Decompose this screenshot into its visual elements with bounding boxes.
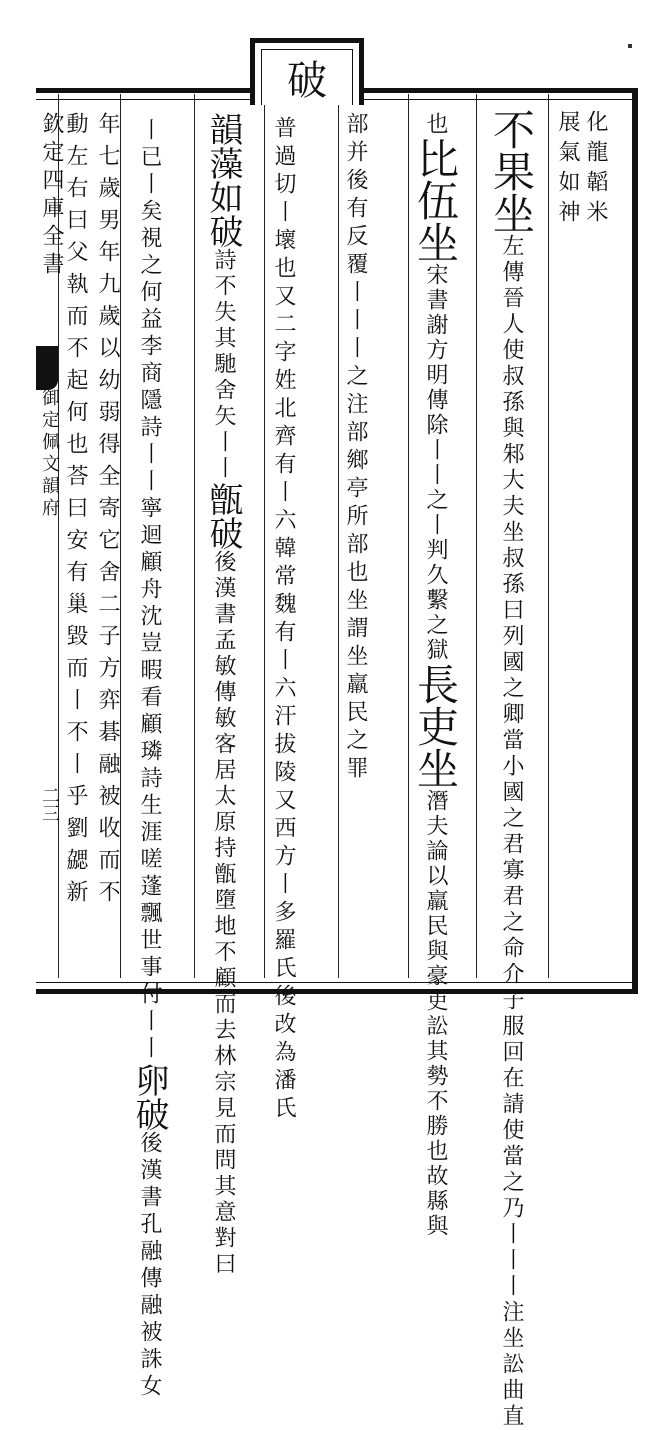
text-column-5: 部并後有反覆丨丨丨之注部鄉亭所部也坐謂坐羸民之罪 (343, 112, 368, 784)
entry-head: 長吏坐 (411, 663, 460, 789)
column-rule (476, 94, 477, 978)
book-title-margin: 御定佩文韻府 (39, 388, 60, 520)
column-rule (264, 94, 265, 978)
text-column-2: 展氣如神 (555, 110, 580, 230)
text-column-1: 化龍韜米 (583, 110, 608, 230)
text-column-4 (411, 112, 460, 1239)
entry-body: 左傳晉人使叔孫與邾大夫坐叔孫曰列國之卿當小國之君寡君之命介子服回在請使當之乃丨丨丨注坐訟曲直 (499, 234, 524, 1430)
title-tab (250, 38, 364, 105)
entry-body: 後漢書孔融傳融被誅女 (137, 1131, 162, 1401)
entry-head: 卵破 (129, 1063, 169, 1131)
fish-tail-mark (36, 346, 58, 390)
folio-number: 二三 (39, 786, 60, 822)
entry-head: 甑破 (203, 482, 243, 550)
entry-body: 宋書謝方明傳除丨丨之丨判久繫之獄 (423, 263, 448, 663)
text-column-9: 年七歲男年九歲以幼弱得全寄它舍二子方弈碁融被收而不 (95, 112, 120, 912)
text-column-3 (487, 108, 536, 1430)
text-column-10: 動左右曰父執而不起何也荅曰安有巢毀而丨不丨乎劉勰新 (63, 112, 88, 912)
entry-body: 也 (423, 112, 448, 137)
entry-body: 後漢書孟敏傳敏客居太原持甑墮地不顧而去林宗見而問其意對曰 (211, 550, 236, 1278)
entry-body: 潛夫論以羸民與豪吏訟其勢不勝也故縣與 (423, 789, 448, 1239)
column-rule (338, 94, 339, 978)
entry-body: 丨已丨矣視之何益李商隱詩丨丨寧迴顧舟沈豈暇看顧璘詩生涯嗟蓬飄世事付丨丨 (137, 118, 162, 1063)
entry-head: 韻藻如破 (203, 112, 243, 248)
column-rule (408, 94, 409, 978)
entry-head: 不果坐 (487, 108, 536, 234)
running-head: 欽定四庫全書 (39, 112, 64, 280)
text-column-7 (203, 112, 243, 1278)
text-column-6: 普過切丨壞也又二字姓北齊有丨六韓常魏有丨六汗拔陵又西方丨多羅氏後改為潘氏 (271, 116, 296, 1124)
column-rule (548, 94, 549, 978)
page-title: 破 (261, 49, 353, 105)
text-column-8 (129, 118, 169, 1401)
column-rule (194, 94, 195, 978)
ink-speck (628, 44, 632, 48)
entry-body: 詩不失其馳舍矢丨丨 (211, 248, 236, 482)
entry-head: 比伍坐 (411, 137, 460, 263)
column-rule (120, 94, 121, 978)
